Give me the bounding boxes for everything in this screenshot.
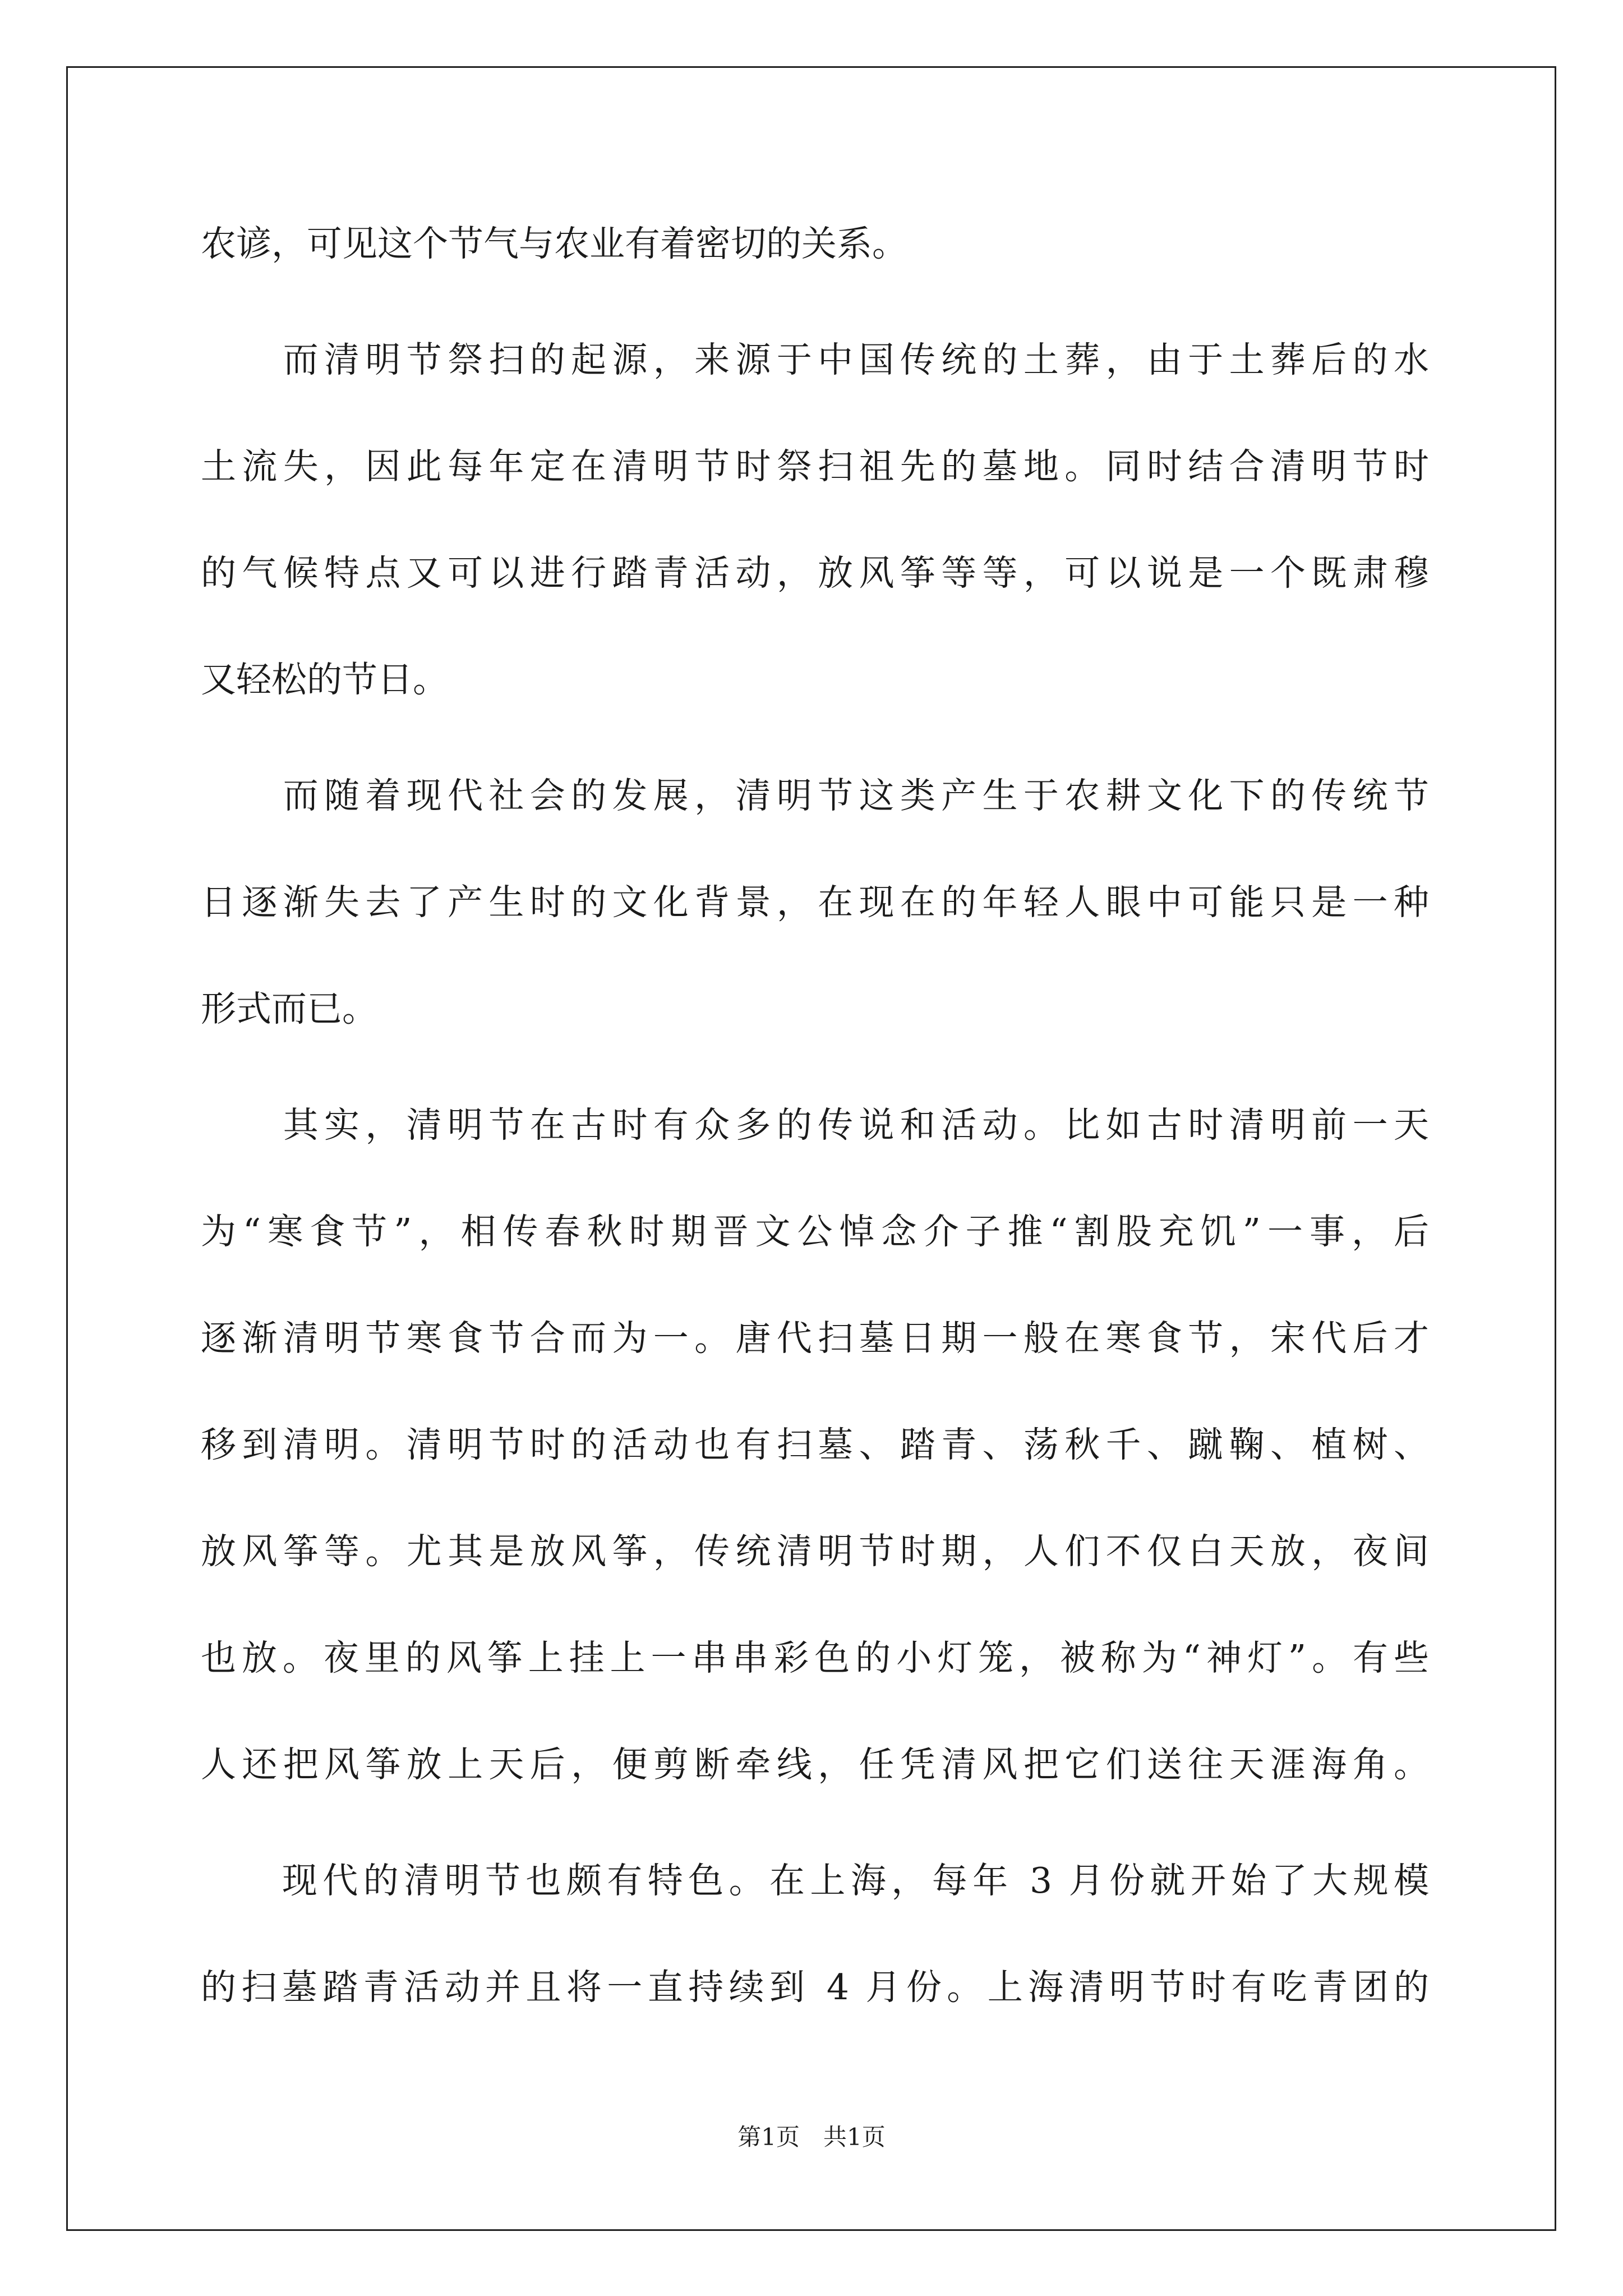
text-line: 人还把风筝放上天后，便剪断牵线，任凭清风把它们送往天涯海角。 xyxy=(201,1744,1429,1785)
text-line: 而随着现代社会的发展，清明节这类产生于农耕文化下的传统节 xyxy=(201,775,1429,816)
text-line: 其实，清明节在古时有众多的传说和活动。比如古时清明前一天 xyxy=(201,1105,1429,1145)
text-line: 为“寒食节”，相传春秋时期晋文公悼念介子推“割股充饥”一事，后 xyxy=(201,1211,1429,1252)
text-line: 也放。夜里的风筝上挂上一串串彩色的小灯笼，被称为“神灯”。有些 xyxy=(201,1637,1429,1678)
text-line: 放风筝等。尤其是放风筝，传统清明节时期，人们不仅白天放，夜间 xyxy=(201,1531,1429,1572)
text-line: 的气候特点又可以进行踏青活动，放风筝等等，可以说是一个既肃穆 xyxy=(201,553,1429,593)
text-line: 日逐渐失去了产生时的文化背景，在现在的年轻人眼中可能只是一种 xyxy=(201,882,1429,923)
page-footer: 第1页 共1页 xyxy=(737,2123,886,2151)
text-line: 而清明节祭扫的起源，来源于中国传统的土葬，由于土葬后的水 xyxy=(201,339,1429,380)
text-line: 逐渐清明节寒食节合而为一。唐代扫墓日期一般在寒食节，宋代后才 xyxy=(201,1318,1429,1359)
text-line: 现代的清明节也颇有特色。在上海，每年 3 月份就开始了大规模 xyxy=(201,1860,1429,1901)
text-line: 形式而已。 xyxy=(201,988,377,1029)
text-line: 的扫墓踏青活动并且将一直持续到 4 月份。上海清明节时有吃青团的 xyxy=(201,1967,1429,2008)
text-line: 移到清明。清明节时的活动也有扫墓、踏青、荡秋千、蹴鞠、植树、 xyxy=(201,1424,1429,1465)
text-line: 土流失，因此每年定在清明节时祭扫祖先的墓地。同时结合清明节时 xyxy=(201,446,1429,487)
text-line: 又轻松的节日。 xyxy=(201,659,448,700)
text-line: 农谚，可见这个节气与农业有着密切的关系。 xyxy=(201,223,907,264)
